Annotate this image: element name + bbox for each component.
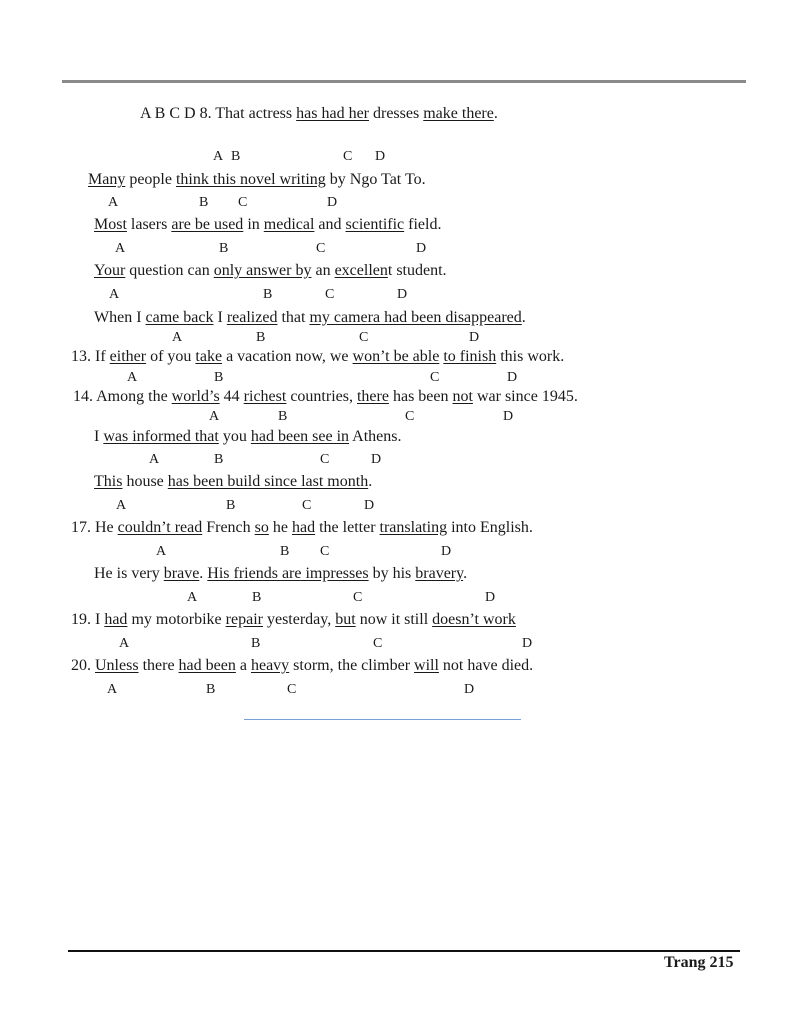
option-label: B [214, 370, 224, 385]
header-rule [62, 80, 746, 83]
option-label: D [522, 636, 533, 651]
option-label: A [119, 636, 130, 651]
option-label: C [430, 370, 440, 385]
option-label: B [280, 544, 290, 559]
option-label: A [213, 149, 224, 164]
question-9: Many people think this novel writing by Ngo Tat To. [88, 171, 426, 188]
option-label: C [316, 241, 326, 256]
option-label: B [256, 330, 266, 345]
option-label: A [109, 287, 120, 302]
question-10: Most lasers are be used in medical and scientific field. [94, 216, 442, 233]
option-label: B [206, 682, 216, 697]
option-label: D [416, 241, 427, 256]
question-19: 19. I had my motorbike repair yesterday, but now it still doesn’t work [71, 611, 516, 628]
option-label: B [252, 590, 262, 605]
option-label: A [172, 330, 183, 345]
option-label: B [251, 636, 261, 651]
question-17: 17. He couldn’t read French so he had the letter translating into English. [71, 519, 533, 536]
option-label: D [507, 370, 518, 385]
option-label: A [107, 682, 118, 697]
option-label: C [353, 590, 363, 605]
question-12: When I came back I realized that my camera had been disappeared. [94, 309, 526, 326]
option-label: A [149, 452, 160, 467]
page-number: Trang 215 [664, 954, 734, 971]
option-label: B [278, 409, 288, 424]
option-label: C [320, 452, 330, 467]
option-label: D [371, 452, 382, 467]
option-label: D [485, 590, 496, 605]
option-label: B [219, 241, 229, 256]
option-label: C [325, 287, 335, 302]
option-label: A [209, 409, 220, 424]
option-label: B [199, 195, 209, 210]
question-16: This house has been build since last month. [94, 473, 373, 490]
option-label: C [238, 195, 248, 210]
option-label: D [397, 287, 408, 302]
question-15: I was informed that you had been see in Athens. [94, 428, 402, 445]
option-label: A [108, 195, 119, 210]
option-label: B [231, 149, 241, 164]
option-label: A [127, 370, 138, 385]
option-label: D [503, 409, 514, 424]
question-13: 13. If either of you take a vacation now, we won’t be able to finish this work. [71, 348, 565, 365]
question-14: 14. Among the world’s 44 richest countries, there has been not war since 1945. [73, 388, 578, 405]
section-end-rule [244, 719, 521, 720]
option-label: D [469, 330, 480, 345]
option-label: A [187, 590, 198, 605]
question-11: Your question can only answer by an excellent student. [94, 262, 447, 279]
option-label: A [115, 241, 126, 256]
question-18: He is very brave. His friends are impresses by his bravery. [94, 565, 468, 582]
option-label: C [405, 409, 415, 424]
question-8: A B C D 8. That actress has had her dresses make there. [140, 105, 498, 122]
option-label: B [214, 452, 224, 467]
option-label: C [373, 636, 383, 651]
footer-rule [68, 950, 740, 952]
option-label: A [116, 498, 127, 513]
option-label: D [464, 682, 475, 697]
option-label: B [226, 498, 236, 513]
option-label: A [156, 544, 167, 559]
option-label: D [327, 195, 338, 210]
option-label: B [263, 287, 273, 302]
option-label: C [343, 149, 353, 164]
option-label: C [320, 544, 330, 559]
option-label: D [364, 498, 375, 513]
option-label: D [375, 149, 386, 164]
option-label: C [359, 330, 369, 345]
question-20: 20. Unless there had been a heavy storm, the climber will not have died. [71, 657, 534, 674]
option-label: C [287, 682, 297, 697]
option-label: D [441, 544, 452, 559]
option-label: C [302, 498, 312, 513]
